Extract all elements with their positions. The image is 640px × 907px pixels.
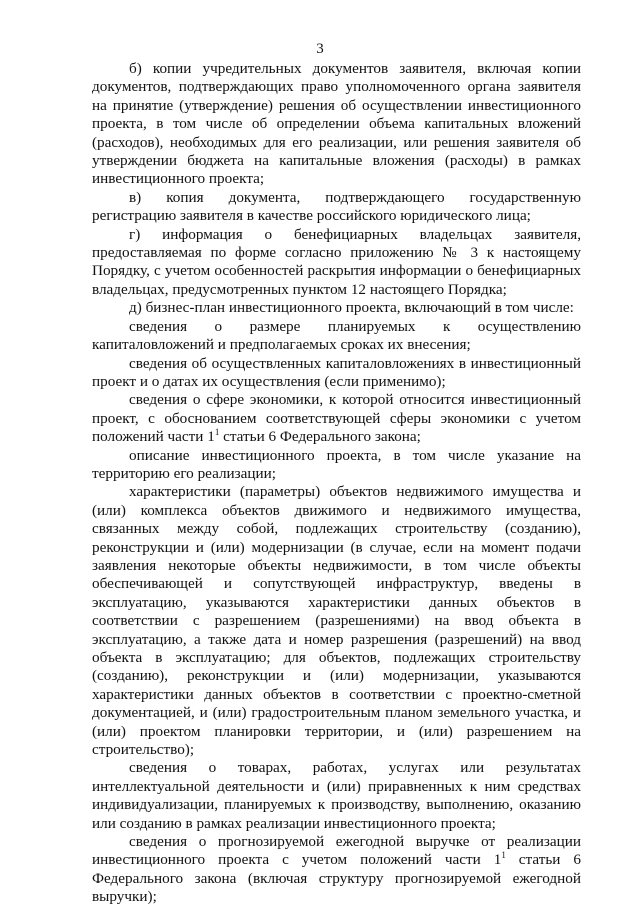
paragraph-b-founding-documents: б) копии учредительных документов заявителя, включая копии документов, подтверждающих право уполномоченного органа заявителя на принятие (утверждение) решения об осуществлении инвестиционного проекта, в том числе об определении объема капитальных вложений (расходов), необходимых для его реализации, или решения заявителя об утверждении бюджета на капитальные вложения (расходы) в рамках инвестиционного проекта; xyxy=(92,60,581,188)
paragraph-g-beneficial-owners: г) информация о бенефициарных владельцах заявителя, предоставляемая по форме согласно приложению № 3 к настоящему Порядку, с учетом особенностей раскрытия информации о бенефициарных владельцах, предусмотренных пунктом 12 настоящего Порядка; xyxy=(92,225,581,298)
paragraph-forecast-revenue-tail: статьи 6 Федерального закона (включая структуру прогнозируемой ежегодной выручки); xyxy=(92,851,581,906)
paragraph-economy-sector-text: сведения о сфере экономики, к которой относится инвестиционный проект, с обоснованием соответствующей сферы экономики с учетом положений части 1 xyxy=(92,391,581,446)
paragraph-economy-sector xyxy=(92,391,581,446)
paragraph-project-description: описание инвестиционного проекта, в том числе указание на территорию его реализации; xyxy=(92,446,581,482)
paragraph-d-business-plan: д) бизнес-план инвестиционного проекта, включающий в том числе: xyxy=(129,299,574,317)
paragraph-completed-investments: сведения об осуществленных капиталовложениях в инвестиционный проект и о датах их осуществления (если применимо); xyxy=(92,354,581,390)
paragraph-goods-and-services: сведения о товарах, работах, услугах или результатах интеллектуальной деятельности и (или) приравненных к ним средствах индивидуализации, планируемых к производству, выполнению, оказанию или созданию в рамках реализации инвестиционного проекта; xyxy=(92,759,581,832)
paragraph-forecast-revenue xyxy=(92,833,581,907)
paragraph-economy-sector-tail: статьи 6 Федерального закона; xyxy=(219,428,421,446)
paragraph-investment-size: сведения о размере планируемых к осуществлению капиталовложений и предполагаемых сроках их внесения; xyxy=(92,317,581,354)
paragraph-property-characteristics: характеристики (параметры) объектов недвижимого имущества и (или) комплекса объектов движимого и недвижимого имущества, связанных между собой, подлежащих строительству (созданию), реконструкции и (или) модернизации (в случае, если на момент подачи заявления некоторые объекты недвижимости, в том числе объекты обеспечивающей и сопутствующей инфраструктур, введены в эксплуатацию, указываются характеристики данных объектов в соответствии с разрешением (разрешениями) на ввод объекта в эксплуатацию, а также дата и номер разрешения (разрешений) на ввод объекта в эксплуатацию; для объектов, подлежащих строительству (созданию), реконструкции и (или) модернизации, указываются характеристики данных объектов в соответствии с проектно-сметной документацией, и (или) градостроительным планом земельного участка, и (или) проектом планировки территории, и (или) разрешением на строительство); xyxy=(92,483,581,759)
document-body xyxy=(92,60,581,907)
paragraph-v-registration-document: в) копия документа, подтверждающего государственную регистрацию заявителя в качестве российского юридического лица; xyxy=(92,188,581,225)
superscript-1-second: 1 xyxy=(501,850,506,861)
paragraph-forecast-revenue-text: сведения о прогнозируемой ежегодной выручке от реализации инвестиционного проекта с учетом положений части 1 xyxy=(92,833,581,869)
superscript-1: 1 xyxy=(214,427,220,438)
page-number: 3 xyxy=(316,41,324,57)
